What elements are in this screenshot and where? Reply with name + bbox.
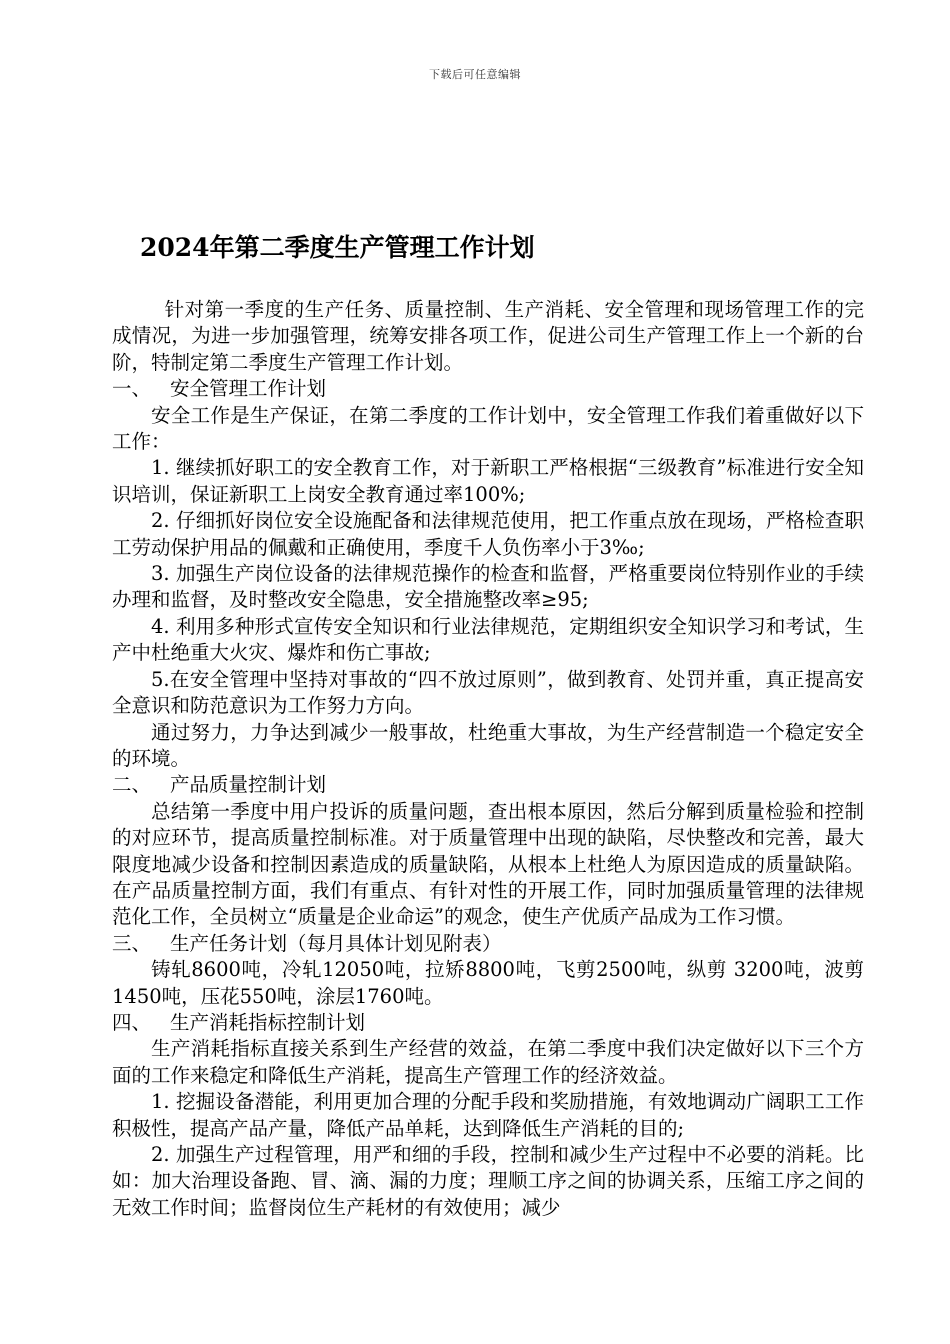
section-title: 生产任务计划（每月具体计划见附表） — [170, 931, 502, 955]
section-title: 生产消耗指标控制计划 — [170, 1010, 366, 1034]
body-paragraph: 安全工作是生产保证，在第二季度的工作计划中，安全管理工作我们着重做好以下工作： — [112, 403, 864, 454]
list-item: 2. 加强生产过程管理，用严和细的手段，控制和减少生产过程中不必要的消耗。比如：加大治理设备跑、冒、滴、漏的力度；理顺工序之间的协调关系，压缩工序之间的无效工作时间；监督岗位生产耗材的有效使用；减少 — [112, 1143, 864, 1219]
section-heading-production — [112, 931, 864, 957]
body-paragraph: 通过努力，力争达到减少一般事故，杜绝重大事故，为生产经营制造一个稳定安全的环境。 — [112, 720, 864, 770]
section-title: 产品质量控制计划 — [170, 773, 327, 797]
section-heading-consumption — [112, 1010, 864, 1036]
list-item: 5.在安全管理中坚持对事故的“四不放过原则”，做到教育、处罚并重，真正提高安全意识和防范意识为工作努力方向。 — [112, 667, 864, 718]
section-number: 一、 — [112, 377, 152, 401]
header-note: 下载后可任意编辑 — [429, 68, 521, 81]
list-item: 1. 继续抓好职工的安全教育工作，对于新职工严格根据“三级教育”标准进行安全知识培训，保证新职工上岗安全教育通过率100%; — [112, 456, 864, 506]
document-body — [112, 297, 864, 1221]
section-number: 四、 — [112, 1010, 152, 1034]
section-heading-safety — [112, 376, 864, 402]
body-paragraph: 生产消耗指标直接关系到生产经营的效益，在第二季度中我们决定做好以下三个方面的工作来稳定和降低生产消耗，提高生产管理工作的经济效益。 — [112, 1037, 864, 1087]
list-item: 4. 利用多种形式宣传安全知识和行业法律规范，定期组织安全知识学习和考试，生产中杜绝重大火灾、爆炸和伤亡事故; — [112, 614, 864, 665]
list-item: 1. 挖掘设备潜能，利用更加合理的分配手段和奖励措施，有效地调动广阔职工工作积极性，提高产品产量，降低产品单耗，达到降低生产消耗的目的; — [112, 1090, 864, 1140]
body-paragraph: 铸轧8600吨，冷轧12050吨，拉矫8800吨，飞剪2500吨，纵剪 3200吨，波剪1450吨，压花550吨，涂层1760吨。 — [112, 958, 864, 1008]
list-item: 2. 仔细抓好岗位安全设施配备和法律规范使用，把工作重点放在现场，严格检查职工劳动保护用品的佩戴和正确使用，季度千人负伤率小于3‰; — [112, 509, 864, 559]
list-item: 3. 加强生产岗位设备的法律规范操作的检查和监督，严格重要岗位特别作业的手续办理和监督，及时整改安全隐患，安全措施整改率≥95; — [112, 562, 864, 612]
section-number: 三、 — [112, 931, 152, 955]
document-title: 2024年第二季度生产管理工作计划 — [140, 233, 535, 262]
section-title: 安全管理工作计划 — [170, 377, 327, 401]
section-number: 二、 — [112, 773, 152, 797]
intro-paragraph: 针对第一季度的生产任务、质量控制、生产消耗、安全管理和现场管理工作的完成情况，为进一步加强管理，统筹安排各项工作，促进公司生产管理工作上一个新的台阶，特制定第二季度生产管理工作计划。 — [112, 298, 864, 374]
section-heading-quality — [112, 772, 864, 798]
body-paragraph: 总结第一季度中用户投诉的质量问题，查出根本原因，然后分解到质量检验和控制的对应环节，提高质量控制标准。对于质量管理中出现的缺陷，尽快整改和完善，最大限度地减少设备和控制因素造成的质量缺陷，从根本上杜绝人为原因造成的质量缺陷。在产品质量控制方面，我们有重点、有针对性的开展工作，同时加强质量管理的法律规范化工作，全员树立“质量是企业命运”的观念，使生产优质产品成为工作习惯。 — [112, 799, 864, 929]
